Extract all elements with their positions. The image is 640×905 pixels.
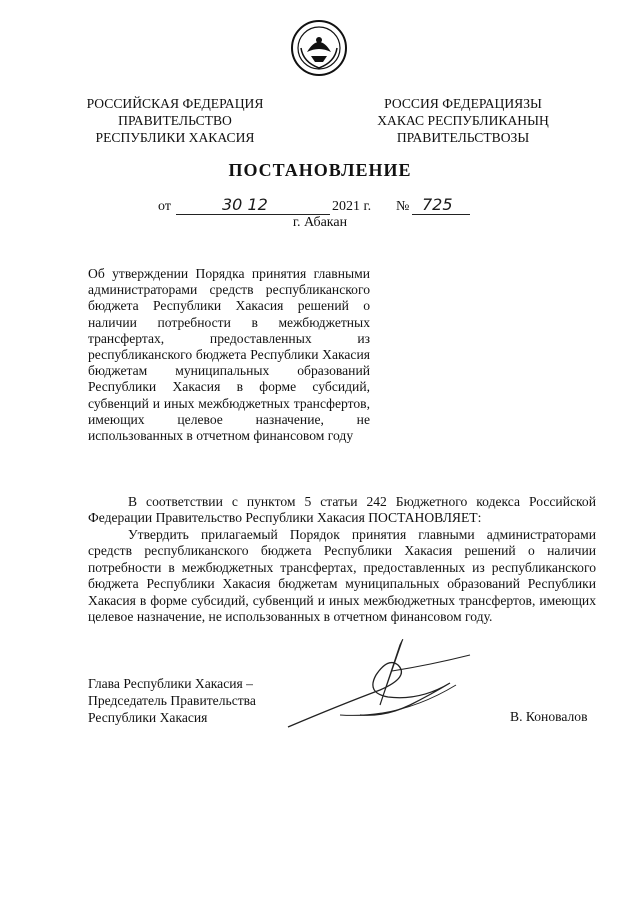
signatory-name: В. Коновалов (510, 709, 588, 724)
signatory-position-line-1: Глава Республики Хакасия – (88, 676, 253, 691)
date-prefix: от (158, 199, 171, 214)
city: г. Абакан (292, 215, 348, 230)
coat-of-arms-emblem (289, 18, 349, 78)
signatory-position-line-3: Республики Хакасия (88, 710, 208, 725)
number-label: № (396, 199, 410, 214)
header-left-line-3: РЕСПУБЛИКИ ХАКАСИЯ (95, 130, 255, 145)
document-subject: Об утверждении Порядка принятия главными администраторами средств республиканского бюджета Республики Хакасия решений о наличии потребности в межбюджетных трансфертах, предоставленных из республиканского бюджета Республики Хакасия бюджетам муниципальных образований Республики Хакасия в форме субсидий, субвенций и иных межбюджетных трансфертов, имеющих целевое назначение, не использованных в отчетном финансовом году (88, 266, 370, 444)
header-left (70, 95, 280, 146)
date-number-line (150, 195, 490, 217)
date-year: 2021 г. (332, 199, 372, 214)
header-right-line-3: ПРАВИТЕЛЬСТВОЗЫ (396, 130, 530, 145)
header-left-line-2: ПРАВИТЕЛЬСТВО (118, 113, 232, 128)
document-title: ПОСТАНОВЛЕНИЕ (228, 160, 412, 180)
body-paragraph-2: Утвердить прилагаемый Порядок принятия главными администраторами средств республиканского бюджета Республики Хакасия решений о наличии потребности в межбюджетных трансфертах, предоставленных из республиканского бюджета Республики Хакасия бюджетам муниципальных образований Республики Хакасия в форме субсидий, субвенций и иных межбюджетных трансфертов, имеющих целевое назначение, не использованных в отчетном финансовом году. (88, 527, 596, 625)
header-right (348, 95, 578, 146)
body-paragraph-1: В соответствии с пунктом 5 статьи 242 Бюджетного кодекса Российской Федерации Правительство Республики Хакасия ПОСТАНОВЛЯЕТ: (88, 494, 596, 526)
handwritten-signature (280, 635, 480, 735)
date-day-month: 30 12 (222, 195, 268, 214)
header-left-line-1: РОССИЙСКАЯ ФЕДЕРАЦИЯ (86, 96, 264, 111)
header-right-line-1: РОССИЯ ФЕДЕРАЦИЯЗЫ (384, 96, 542, 111)
header-right-line-2: ХАКАС РЕСПУБЛИКАНЫҢ (377, 113, 549, 128)
signatory-position-line-2: Председатель Правительства (88, 693, 256, 708)
signatory-position (88, 675, 256, 726)
document-number: 725 (422, 195, 453, 214)
